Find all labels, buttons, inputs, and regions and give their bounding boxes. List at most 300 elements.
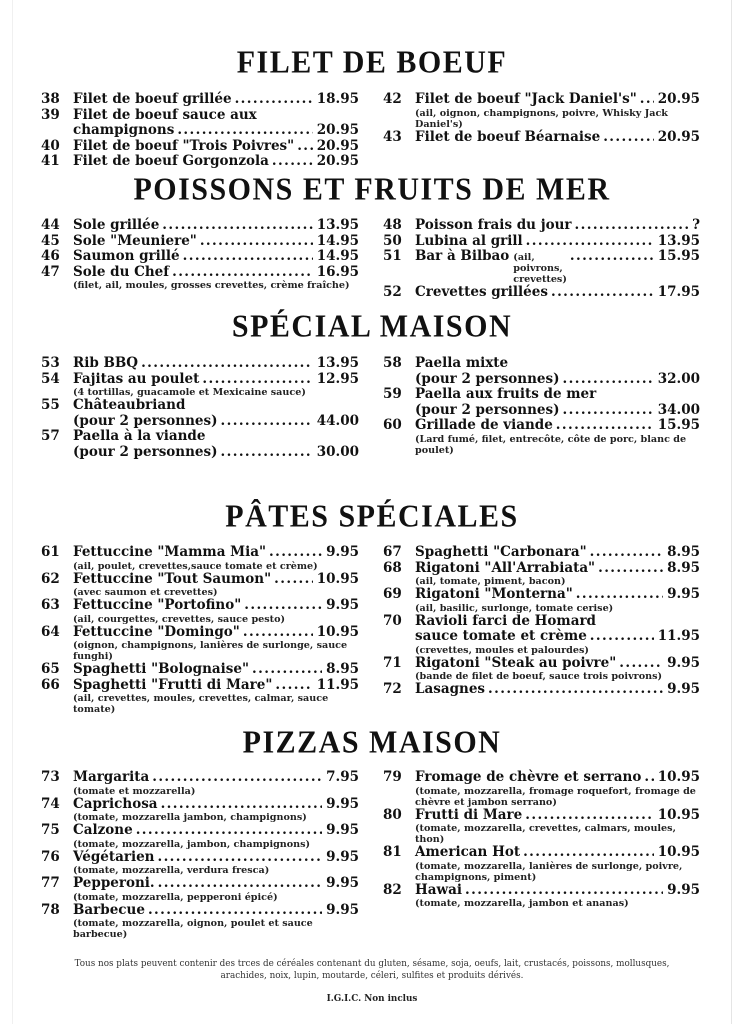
item-name: Lubina al grill	[415, 232, 523, 249]
item-price: 9.95	[326, 795, 359, 812]
item-name: Rib BBQ	[73, 355, 139, 371]
leader-dots	[252, 664, 322, 676]
menu-item-line	[41, 108, 359, 124]
item-number: 45	[41, 232, 60, 249]
item-name: Paella mixte	[415, 355, 509, 371]
menu-item-line	[41, 372, 359, 388]
item-number: 71	[383, 654, 402, 671]
leader-dots	[644, 772, 653, 784]
item-number: 76	[41, 848, 60, 865]
item-number: 75	[41, 822, 60, 838]
poissons-left-column	[41, 218, 359, 291]
item-number: 66	[41, 676, 60, 693]
menu-item	[41, 545, 359, 572]
item-number: 46	[41, 248, 60, 264]
menu-item	[41, 398, 359, 429]
menu-item-line	[73, 445, 359, 461]
leader-dots	[570, 251, 654, 263]
menu-item-line	[41, 398, 359, 414]
leader-dots	[269, 547, 322, 559]
item-price: 11.95	[316, 676, 359, 693]
item-name: Filet de boeuf grillée	[73, 91, 232, 107]
item-number: 44	[41, 217, 60, 233]
item-number: 57	[41, 428, 60, 444]
item-price: 9.95	[667, 586, 700, 602]
menu-item-line	[41, 662, 359, 678]
menu-item-line	[73, 414, 359, 430]
item-name: Fettuccine "Tout Saumon"	[73, 570, 272, 587]
special-right-column	[383, 356, 700, 456]
item-number: 41	[41, 153, 60, 169]
leader-dots	[640, 94, 654, 106]
leader-dots	[465, 885, 663, 897]
leader-dots	[272, 156, 313, 168]
item-description: (tomate, mozzarella, verdura fresca)	[73, 865, 270, 876]
item-price: 44.00	[316, 412, 359, 429]
item-description: (ail, courgettes, crevettes, sauce pesto)	[73, 613, 286, 625]
menu-item-line	[383, 845, 700, 861]
item-number: 81	[383, 844, 402, 860]
leader-dots	[235, 94, 313, 106]
menu-item	[41, 154, 359, 170]
item-name-continued: (pour 2 personnes)	[415, 401, 560, 418]
menu-item	[383, 218, 700, 234]
item-price: 10.95	[657, 769, 700, 785]
item-name: Poisson frais du jour	[415, 217, 572, 233]
item-description: (ail, poulet, crevettes,sauce tomate et crème)	[73, 560, 318, 572]
item-number: 40	[41, 137, 60, 154]
menu-item-line	[41, 234, 359, 250]
menu-item	[383, 656, 700, 683]
item-description: (tomate, mozzarella, pepperoni épicé)	[73, 891, 278, 903]
menu-item	[41, 850, 359, 877]
item-name: Paella aux fruits de mer	[415, 386, 597, 402]
item-description: (Lard fumé, filet, entrecôte, côte de porc, blanc de poulet)	[415, 433, 687, 456]
menu-item	[41, 429, 359, 460]
menu-item-line	[41, 823, 359, 839]
item-name: Fromage de chèvre et serrano	[415, 769, 642, 785]
menu-item	[41, 265, 359, 292]
leader-dots	[563, 374, 654, 386]
item-price: 13.95	[657, 232, 700, 249]
item-number: 52	[383, 284, 402, 300]
item-description: (filet, ail, moules, grosses crevettes, crème fraîche)	[73, 280, 350, 291]
item-number: 70	[383, 612, 402, 629]
item-name: Filet de boeuf Gorgonzola	[73, 153, 269, 169]
item-number: 82	[383, 881, 402, 898]
menu-item	[41, 356, 359, 372]
item-name-continued: (pour 2 personnes)	[73, 443, 218, 460]
item-price: 8.95	[326, 661, 359, 677]
item-name-continued: champignons	[73, 122, 175, 138]
item-number: 78	[41, 901, 60, 918]
item-name: Rigatoni "Monterna"	[415, 586, 573, 602]
item-name: Caprichosa	[73, 795, 158, 812]
section-title-poissons: POISSONS ET FRUITS DE MER	[133, 172, 611, 207]
item-name: Hawai	[415, 881, 462, 898]
menu-item-line	[383, 130, 700, 146]
item-name: Châteaubriand	[73, 397, 186, 413]
item-price: 9.95	[326, 822, 359, 838]
item-description: (tomate, mozzarella, fromage roquefort, fromage de chèvre et jambon serrano)	[415, 785, 696, 808]
item-number: 43	[383, 128, 402, 145]
menu-item-line	[41, 218, 359, 234]
item-number: 80	[383, 806, 402, 823]
leader-dots	[161, 799, 323, 811]
item-price: 10.95	[316, 570, 359, 587]
item-price: 13.95	[316, 355, 359, 371]
allergen-notice: Tous nos plats peuvent contenir des trces de céréales contenant du gluten, sésame, soja, oeufs, lait, crustacés, poissons, mollusques, arachides, noix, lupin, moutarde, céleri, sulfites et produits dérivés.	[74, 959, 670, 981]
menu-item	[41, 770, 359, 797]
menu-item-line	[41, 797, 359, 813]
item-number: 68	[383, 559, 402, 576]
item-name: Filet de boeuf "Jack Daniel's"	[415, 91, 637, 107]
item-description: (tomate, mozzarella, crevettes, calmars, moules, thon)	[415, 823, 676, 845]
item-name: Sole du Chef	[73, 263, 170, 280]
leader-dots	[141, 358, 313, 370]
menu-item-line	[41, 249, 359, 265]
item-name: Ravioli farci de Homard	[415, 612, 596, 629]
menu-item	[41, 598, 359, 625]
item-number: 67	[383, 544, 402, 560]
item-name: Saumon grillé	[73, 248, 180, 264]
leader-dots	[172, 267, 313, 279]
leader-dots	[525, 810, 653, 822]
item-number: 47	[41, 263, 60, 280]
item-price: 34.00	[657, 401, 700, 418]
item-description: (ail, basilic, surlonge, tomate cerise)	[415, 602, 614, 614]
item-price: 9.95	[326, 597, 359, 613]
menu-item-line	[383, 418, 700, 434]
menu-item-line	[41, 598, 359, 614]
leader-dots	[275, 680, 312, 692]
item-price: 20.95	[316, 122, 359, 138]
menu-item-line	[383, 656, 700, 672]
menu-item	[41, 876, 359, 903]
leader-dots	[148, 905, 322, 917]
igic-notice: I.G.I.C. Non inclus	[326, 994, 418, 1004]
item-price: 11.95	[657, 628, 700, 644]
menu-item	[41, 249, 359, 265]
item-number: 63	[41, 597, 60, 613]
item-name: American Hot	[415, 844, 521, 860]
item-name: Filet de boeuf Béarnaise	[415, 128, 601, 145]
leader-dots	[563, 405, 654, 417]
menu-item-line	[383, 249, 700, 285]
item-name: Barbecue	[73, 901, 145, 918]
item-number: 58	[383, 355, 402, 371]
menu-item-line	[41, 850, 359, 866]
menu-item-line	[41, 356, 359, 372]
item-price: 10.95	[657, 806, 700, 823]
section-title-pates: PÂTES SPÉCIALES	[225, 499, 519, 534]
menu-item	[41, 662, 359, 678]
leader-dots	[603, 132, 654, 144]
menu-item	[383, 845, 700, 883]
menu-item-line	[383, 682, 700, 698]
leader-dots	[575, 220, 689, 232]
item-name: Paella à la viande	[73, 428, 206, 444]
item-name: Fettuccine "Mamma Mia"	[73, 544, 266, 560]
pates-left-column	[41, 545, 359, 715]
item-description: (tomate, mozzarella, lanières de surlonge, poivre, champignons, piment)	[415, 860, 683, 883]
menu-item-line	[41, 625, 359, 641]
menu-item	[383, 92, 700, 130]
section-title-filet: FILET DE BOEUF	[236, 45, 508, 80]
item-name: Lasagnes	[415, 681, 486, 697]
leader-dots	[576, 589, 663, 601]
item-price: 9.95	[667, 881, 700, 898]
menu-item-line	[415, 403, 700, 419]
item-name: Filet de boeuf "Trois Poivres"	[73, 137, 295, 154]
menu-item-line	[383, 356, 700, 372]
item-price: 15.95	[657, 417, 700, 433]
menu-item-line	[415, 629, 700, 645]
leader-dots	[202, 374, 312, 386]
menu-item-line	[383, 285, 700, 301]
menu-item-line	[41, 903, 359, 919]
item-name: Frutti di Mare	[415, 806, 523, 823]
item-number: 51	[383, 248, 402, 264]
leader-dots	[158, 878, 323, 890]
item-number: 39	[41, 106, 60, 123]
leader-dots	[136, 825, 322, 837]
item-price: 20.95	[657, 128, 700, 145]
pizzas-left-column	[41, 770, 359, 940]
leader-dots	[162, 220, 312, 232]
menu-item-line	[383, 883, 700, 899]
menu-item-line	[415, 372, 700, 388]
filet-right-column	[383, 92, 700, 145]
item-name: Fajitas au poulet	[73, 370, 200, 387]
item-description: (crevettes, moules et palourdes)	[415, 644, 589, 656]
menu-item	[383, 561, 700, 588]
menu-item-line	[41, 770, 359, 786]
item-price: 9.95	[667, 654, 700, 671]
item-description: (avec saumon et crevettes)	[73, 587, 218, 598]
leader-dots	[274, 574, 313, 586]
item-description: (ail, crevettes, moules, crevettes, calmar, sauce tomate)	[73, 693, 329, 715]
leader-dots	[523, 847, 654, 859]
item-price: 18.95	[316, 91, 359, 107]
menu-item-line	[383, 614, 700, 630]
leader-dots	[221, 416, 313, 428]
item-name: Margarita	[73, 769, 150, 785]
item-name: Grillade de viande	[415, 417, 553, 433]
item-description: (oignon, champignons, lanières de surlonge, sauce funghi)	[73, 640, 348, 662]
item-inline-description: (ail, poivrons, crevettes)	[513, 252, 567, 285]
leader-dots	[488, 684, 663, 696]
item-price: 15.95	[657, 248, 700, 264]
menu-item	[383, 387, 700, 418]
item-name: Végétarien	[73, 848, 155, 865]
item-price: 20.95	[657, 91, 700, 107]
item-name: Rigatoni "All'Arrabiata"	[415, 559, 596, 576]
item-name: Fettuccine "Domingo"	[73, 623, 240, 640]
item-price: 9.95	[326, 848, 359, 865]
item-number: 53	[41, 355, 60, 371]
item-price: 13.95	[316, 217, 359, 233]
menu-item-line	[41, 139, 359, 155]
leader-dots	[556, 420, 654, 432]
item-price: 10.95	[657, 844, 700, 860]
leader-dots	[177, 125, 312, 137]
item-number: 77	[41, 875, 60, 891]
menu-item	[41, 903, 359, 941]
item-number: 73	[41, 769, 60, 785]
filet-left-column	[41, 92, 359, 170]
leader-dots	[551, 287, 654, 299]
menu-item-line	[383, 770, 700, 786]
item-price: 20.95	[316, 153, 359, 169]
item-price: ?	[692, 217, 700, 233]
leader-dots	[526, 236, 654, 248]
leader-dots	[590, 547, 663, 559]
menu-item	[41, 234, 359, 250]
menu-item	[383, 545, 700, 561]
item-number: 64	[41, 623, 60, 640]
menu-item	[383, 418, 700, 456]
item-number: 42	[383, 91, 402, 107]
item-number: 38	[41, 91, 60, 107]
menu-item-line	[383, 545, 700, 561]
menu-item	[41, 823, 359, 850]
item-name: Fettuccine "Portofino"	[73, 597, 242, 613]
item-name-continued: (pour 2 personnes)	[415, 370, 560, 387]
item-number: 69	[383, 586, 402, 602]
menu-item	[383, 234, 700, 250]
leader-dots	[590, 631, 654, 643]
menu-item	[383, 130, 700, 146]
menu-item-line	[41, 572, 359, 588]
menu-item-line	[41, 265, 359, 281]
item-number: 50	[383, 232, 402, 249]
item-name: Crevettes grillées	[415, 284, 548, 300]
pizzas-right-column	[383, 770, 700, 909]
menu-item	[383, 285, 700, 301]
item-name-continued: (pour 2 personnes)	[73, 412, 218, 429]
menu-item	[41, 372, 359, 399]
item-number: 55	[41, 397, 60, 413]
menu-item-line	[41, 429, 359, 445]
item-price: 12.95	[316, 370, 359, 387]
menu-item	[383, 587, 700, 614]
item-number: 61	[41, 544, 60, 560]
item-price: 7.95	[326, 769, 359, 785]
menu-item-line	[41, 545, 359, 561]
item-name: Pepperoni.	[73, 875, 155, 891]
menu-item	[41, 92, 359, 108]
item-price: 8.95	[667, 559, 700, 576]
menu-item-line	[41, 876, 359, 892]
item-number: 59	[383, 386, 402, 402]
menu-item	[41, 625, 359, 663]
item-price: 14.95	[316, 248, 359, 264]
menu-item	[383, 808, 700, 846]
menu-item	[383, 770, 700, 808]
menu-item	[41, 108, 359, 139]
section-title-pizzas: PIZZAS MAISON	[242, 725, 502, 760]
item-price: 20.95	[316, 137, 359, 154]
item-price: 14.95	[316, 232, 359, 249]
menu-item-line	[383, 92, 700, 108]
item-name: Spaghetti "Frutti di Mare"	[73, 676, 273, 693]
item-name: Rigatoni "Steak au poivre"	[415, 654, 617, 671]
item-number: 79	[383, 769, 402, 785]
menu-item	[41, 139, 359, 155]
leader-dots	[244, 600, 322, 612]
menu-item-line	[383, 387, 700, 403]
item-number: 62	[41, 570, 60, 587]
menu-item-line	[383, 218, 700, 234]
item-name-continued: sauce tomate et crème	[415, 628, 587, 644]
item-description: (tomate, mozzarella, jambon, champignons)	[73, 838, 311, 850]
item-name: Bar à Bilbao	[415, 248, 510, 264]
leader-dots	[221, 447, 313, 459]
item-price: 30.00	[316, 443, 359, 460]
poissons-right-column	[383, 218, 700, 301]
item-number: 72	[383, 681, 402, 697]
leader-dots	[243, 627, 313, 639]
leader-dots	[157, 852, 322, 864]
menu-item	[383, 249, 700, 285]
item-name: Filet de boeuf sauce aux	[73, 106, 257, 123]
menu-item-line	[383, 587, 700, 603]
item-name: Sole grillée	[73, 217, 160, 233]
item-price: 9.95	[326, 875, 359, 891]
special-left-column	[41, 356, 359, 460]
item-price: 32.00	[657, 370, 700, 387]
item-price: 10.95	[316, 623, 359, 640]
menu-item-line	[383, 561, 700, 577]
item-name: Spaghetti "Bolognaise"	[73, 661, 250, 677]
item-description: (tomate et mozzarella)	[73, 785, 196, 797]
item-description: (tomate, mozzarella, jambon et ananas)	[415, 898, 629, 909]
item-price: 9.95	[326, 901, 359, 918]
item-name: Calzone	[73, 822, 133, 838]
menu-item-line	[73, 123, 359, 139]
item-description: (tomate, mozzarella, oignon, poulet et sauce barbecue)	[73, 918, 313, 940]
leader-dots	[619, 658, 663, 670]
item-number: 74	[41, 795, 60, 812]
leader-dots	[152, 772, 322, 784]
menu-item	[383, 356, 700, 387]
section-title-special: SPÉCIAL MAISON	[231, 309, 513, 344]
menu-item-line	[41, 154, 359, 170]
item-number: 60	[383, 417, 402, 433]
leader-dots	[297, 141, 313, 153]
item-name: Sole "Meuniere"	[73, 232, 197, 249]
item-description: (ail, tomate, piment, bacon)	[415, 576, 566, 587]
menu-item-line	[383, 234, 700, 250]
item-description: (tomate, mozzarella jambon, champignons)	[73, 812, 307, 823]
item-number: 48	[383, 217, 402, 233]
item-price: 9.95	[667, 681, 700, 697]
item-number: 54	[41, 370, 60, 387]
pates-right-column	[383, 545, 700, 698]
menu-item	[41, 797, 359, 824]
menu-item-line	[383, 808, 700, 824]
menu-item-line	[41, 92, 359, 108]
menu-item	[41, 572, 359, 599]
menu-page	[12, 0, 732, 1024]
item-description: (4 tortillas, guacamole et Mexicaine sauce)	[73, 387, 306, 398]
leader-dots	[598, 563, 663, 575]
item-price: 17.95	[657, 284, 700, 300]
menu-item-line	[41, 678, 359, 694]
item-price: 16.95	[316, 263, 359, 280]
item-number: 65	[41, 661, 60, 677]
